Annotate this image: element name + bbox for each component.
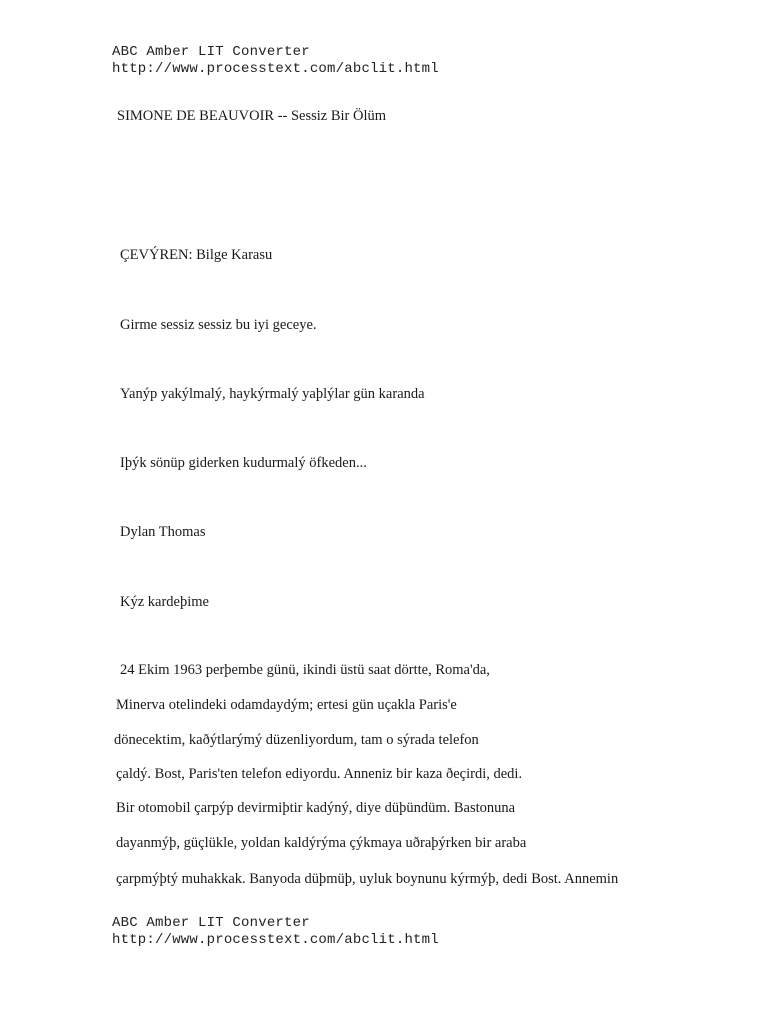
footer-converter-url[interactable]: http://www.processtext.com/abclit.html	[112, 932, 439, 948]
epigraph-line-1: Girme sessiz sessiz bu iyi geceye.	[120, 317, 317, 333]
body-line-2: Minerva otelindeki odamdaydým; ertesi gün uçakla Paris'e	[116, 697, 457, 713]
body-line-6: dayanmýþ, güçlükle, yoldan kaldýrýma çýkmaya uðraþýrken bir araba	[116, 835, 527, 851]
footer-converter-name: ABC Amber LIT Converter	[112, 915, 310, 931]
translator-line: ÇEVÝREN: Bilge Karasu	[120, 247, 273, 263]
body-line-5: Bir otomobil çarpýp devirmiþtir kadýný, diye düþündüm. Bastonuna	[116, 800, 516, 816]
epigraph-author: Dylan Thomas	[120, 524, 206, 540]
body-line-1: 24 Ekim 1963 perþembe günü, ikindi üstü saat dörtte, Roma'da,	[120, 662, 490, 678]
epigraph-line-2: Yanýp yakýlmalý, haykýrmalý yaþlýlar gün karanda	[120, 386, 425, 402]
body-line-3: dönecektim, kaðýtlarýmý düzenliyordum, tam o sýrada telefon	[114, 732, 479, 748]
header-converter-url[interactable]: http://www.processtext.com/abclit.html	[112, 61, 439, 77]
header-converter-name: ABC Amber LIT Converter	[112, 44, 310, 60]
document-title: SIMONE DE BEAUVOIR -- Sessiz Bir Ölüm	[117, 108, 387, 124]
body-line-4: çaldý. Bost, Paris'ten telefon ediyordu. Anneniz bir kaza ðeçirdi, dedi.	[116, 766, 523, 782]
dedication: Kýz kardeþime	[120, 594, 209, 610]
body-line-7: çarpmýþtý muhakkak. Banyoda düþmüþ, uyluk boynunu kýrmýþ, dedi Bost. Annemin	[116, 871, 619, 887]
epigraph-line-3: Iþýk sönüp giderken kudurmalý öfkeden...	[120, 455, 367, 471]
